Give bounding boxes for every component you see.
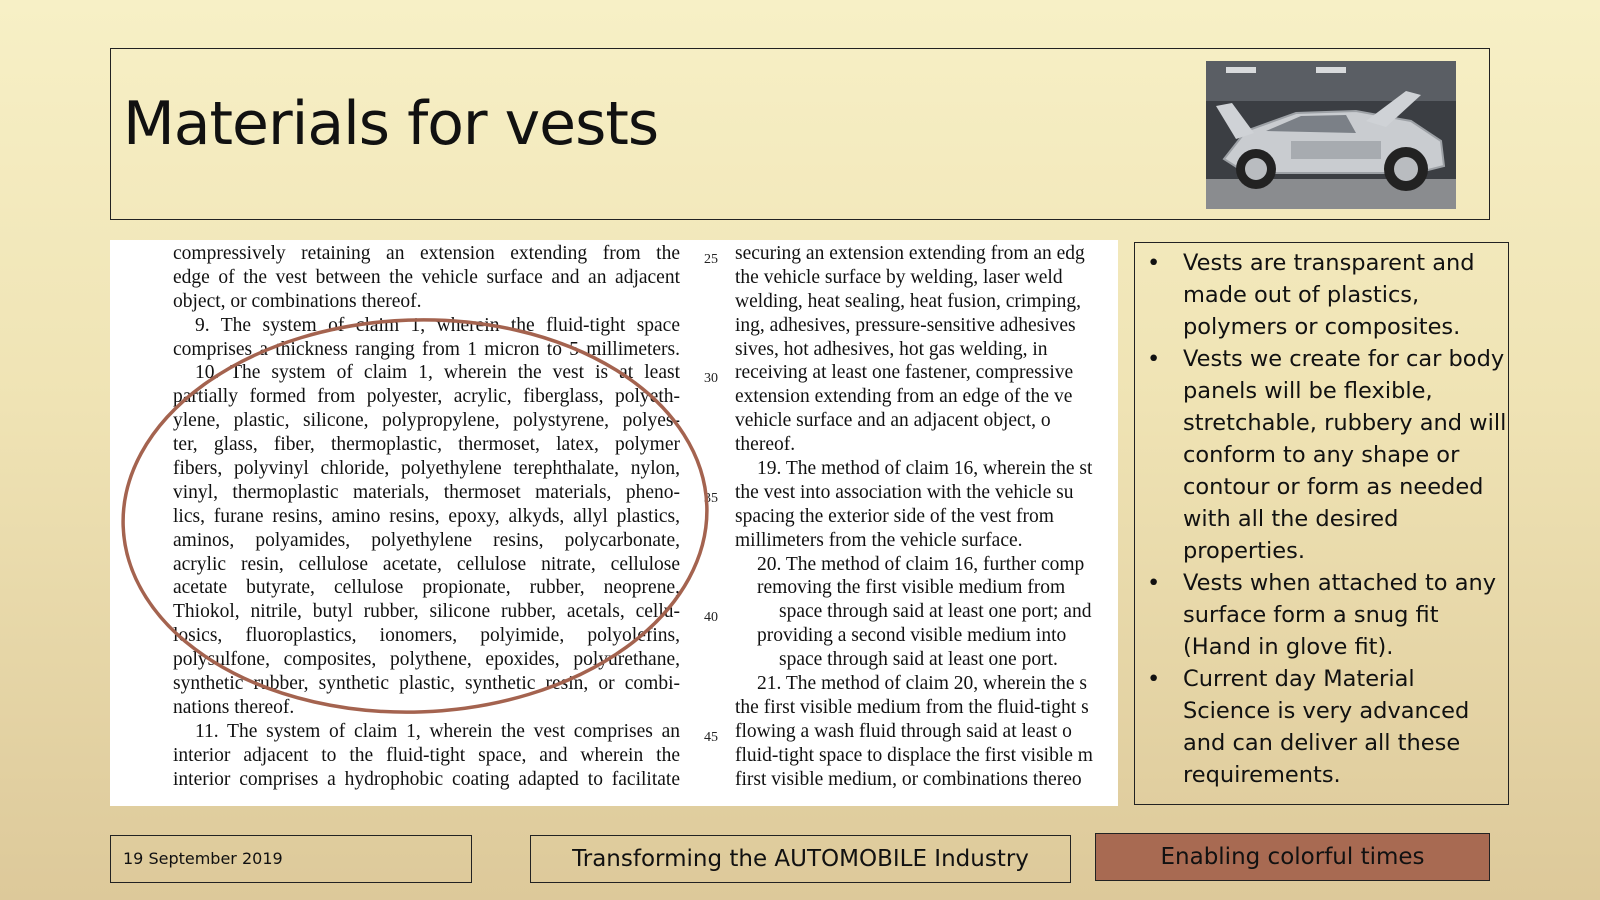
doc-line: fibers, polyvinyl chloride, polyethylene terephthalate, nylon, — [173, 458, 680, 480]
line-number: 25 — [704, 252, 718, 267]
doc-line: welding, heat sealing, heat fusion, crimping, — [735, 290, 1082, 312]
doc-line: the first visible medium from the fluid-tight s — [735, 696, 1089, 718]
bullet-item: • Current day Material Science is very advanced and can deliver all these requirements. — [1183, 663, 1508, 791]
doc-line: Thiokol, nitrile, butyl rubber, silicone rubber, acetals, cellu- — [173, 601, 680, 623]
car-chassis-image — [1206, 61, 1456, 209]
doc-line: aminos, polyamides, polyethylene resins, polycarbonate, — [173, 529, 680, 551]
doc-line: 10. The system of claim 1, wherein the vest is at least — [195, 362, 680, 384]
line-number: 30 — [704, 371, 718, 386]
car-chassis-graphic — [1206, 61, 1456, 209]
doc-line: 21. The method of claim 20, wherein the s — [757, 673, 1087, 695]
doc-line: interior comprises a hydrophobic coating adapted to facilitate — [173, 768, 680, 790]
doc-line: ylene, plastic, silicone, polypropylene, polystyrene, polyes- — [173, 410, 680, 432]
patent-left-column — [173, 242, 680, 791]
doc-line: acrylic resin, cellulose acetate, cellulose nitrate, cellulose — [173, 553, 680, 575]
bullet-list — [1135, 247, 1508, 791]
line-number: 35 — [704, 491, 718, 506]
footer-date: 19 September 2019 — [110, 835, 472, 883]
bullet-item: • Vests when attached to any surface form a snug fit (Hand in glove fit). — [1183, 567, 1508, 663]
doc-line: the vest into association with the vehicle su — [735, 481, 1074, 503]
line-number: 45 — [704, 730, 718, 745]
line-number: 40 — [704, 610, 718, 625]
doc-line: flowing a wash fluid through said at least o — [735, 720, 1072, 742]
patent-right-column — [735, 242, 1118, 791]
doc-line: first visible medium, or combinations thereo — [735, 768, 1082, 790]
doc-line: ter, glass, fiber, thermoplastic, thermoset, latex, polymer — [173, 434, 680, 456]
doc-line: synthetic rubber, synthetic plastic, synthetic resin, or combi- — [173, 673, 680, 695]
doc-line: partially formed from polyester, acrylic, fiberglass, polyeth- — [173, 386, 680, 408]
bullet-list-box — [1134, 242, 1509, 805]
doc-line: comprises a thickness ranging from 1 micron to 5 millimeters. — [173, 338, 680, 360]
doc-line: receiving at least one fastener, compressive — [735, 362, 1074, 384]
doc-line: ing, adhesives, pressure-sensitive adhesives — [735, 314, 1076, 336]
title-box — [110, 48, 1490, 220]
doc-line: spacing the exterior side of the vest from — [735, 505, 1054, 527]
doc-line: space through said at least one port. — [779, 649, 1058, 671]
doc-line: fluid-tight space to displace the first visible m — [735, 744, 1093, 766]
doc-line: object, or combinations thereof. — [173, 290, 422, 312]
doc-line: the vehicle surface by welding, laser weld — [735, 266, 1063, 288]
doc-line: polysulfone, composites, polythene, epoxides, polyurethane, — [173, 649, 680, 671]
doc-line: interior adjacent to the fluid-tight space, and wherein the — [173, 744, 680, 766]
doc-line: 9. The system of claim 1, wherein the fluid-tight space — [195, 314, 680, 336]
doc-line: edge of the vest between the vehicle surface and an adjacent — [173, 266, 680, 288]
doc-line: 20. The method of claim 16, further comp — [757, 553, 1085, 575]
doc-line: 19. The method of claim 16, wherein the st — [757, 458, 1093, 480]
doc-line: acetate butyrate, cellulose propionate, rubber, neoprene, — [173, 577, 680, 599]
bullet-item: • Vests we create for car body panels will be flexible, stretchable, rubbery and will conform to any shape or contour or form as needed with all the desired properties. — [1183, 343, 1508, 567]
slide-title: Materials for vests — [123, 89, 659, 159]
doc-line: space through said at least one port; and — [779, 601, 1092, 623]
doc-line: nations thereof. — [173, 696, 295, 718]
doc-line: providing a second visible medium into — [757, 625, 1067, 647]
doc-line: vinyl, thermoplastic materials, thermoset materials, pheno- — [173, 481, 680, 503]
doc-line: removing the first visible medium from — [757, 577, 1066, 599]
patent-document-excerpt — [110, 240, 1118, 806]
doc-line: 11. The system of claim 1, wherein the vest comprises an — [195, 720, 680, 742]
doc-line: thereof. — [735, 434, 796, 456]
doc-line: millimeters from the vehicle surface. — [735, 529, 1023, 551]
footer-tagline: Enabling colorful times — [1095, 833, 1490, 881]
footer-title: Transforming the AUTOMOBILE Industry — [530, 835, 1071, 883]
doc-line: losics, fluoroplastics, ionomers, polyimide, polyolefins, — [173, 625, 680, 647]
bullet-item: • Vests are transparent and made out of plastics, polymers or composites. — [1183, 247, 1508, 343]
doc-line: vehicle surface and an adjacent object, o — [735, 410, 1051, 432]
doc-line: securing an extension extending from an edg — [735, 243, 1085, 264]
doc-line: lics, furane resins, amino resins, epoxy, alkyds, allyl plastics, — [173, 505, 680, 527]
doc-line: sives, hot adhesives, hot gas welding, in — [735, 338, 1048, 360]
doc-line: compressively retaining an extension extending from the — [173, 243, 680, 264]
doc-line: extension extending from an edge of the ve — [735, 386, 1073, 408]
